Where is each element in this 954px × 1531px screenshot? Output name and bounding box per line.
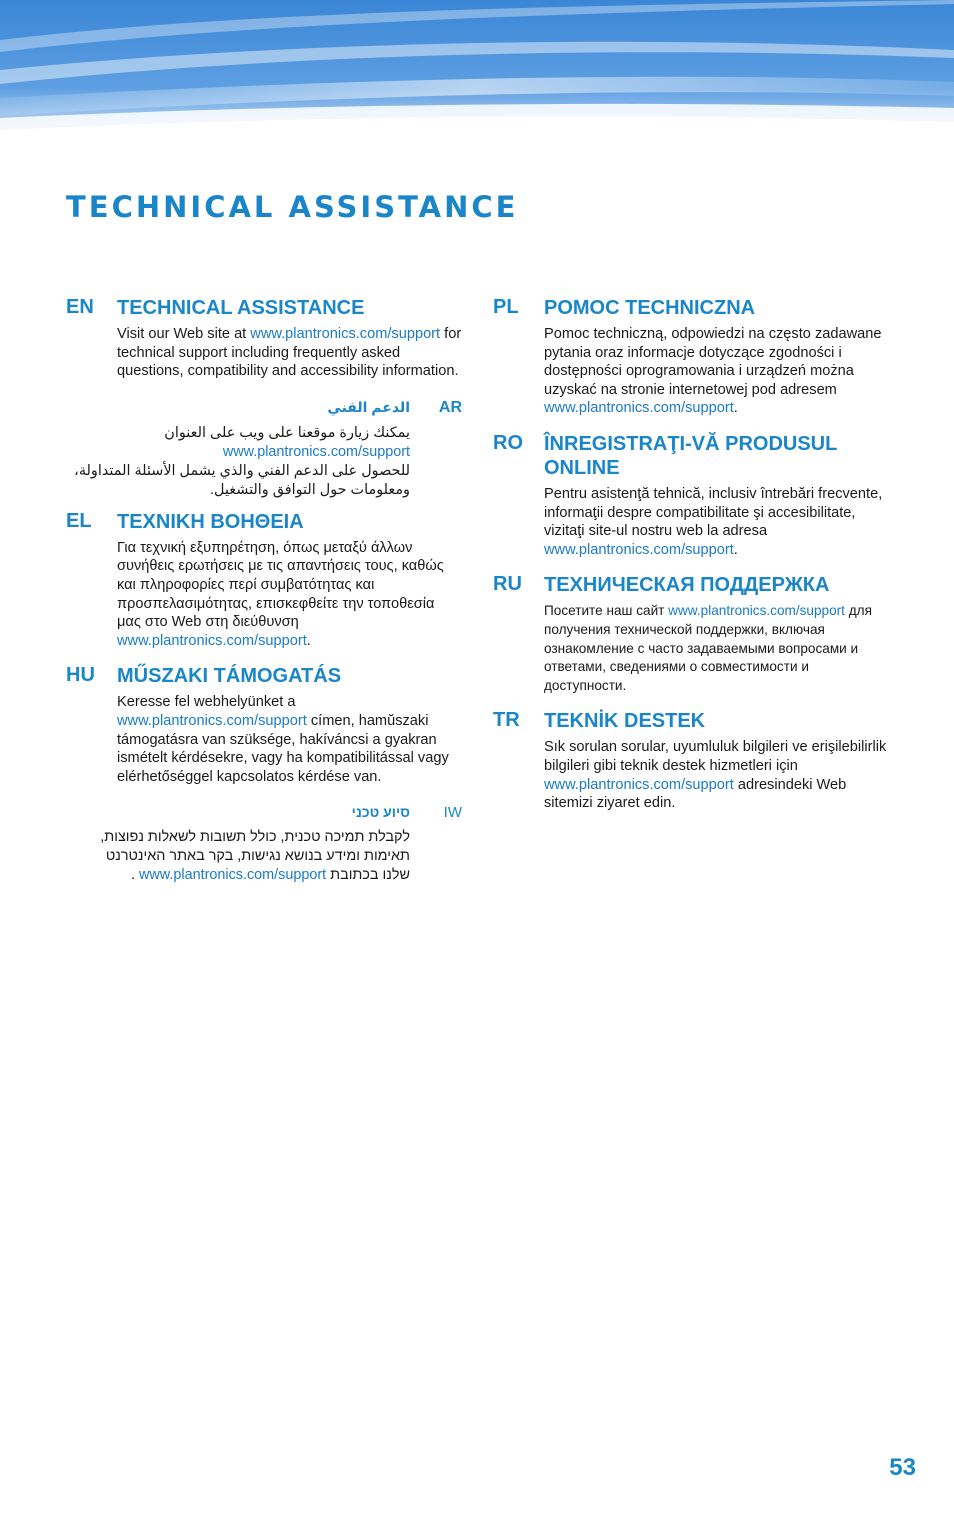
body-text: Visit our Web site at bbox=[117, 326, 251, 342]
support-link[interactable]: www.plantronics.com/support bbox=[117, 632, 307, 649]
section-body bbox=[117, 325, 462, 381]
support-link[interactable]: www.plantronics.com/support bbox=[222, 443, 410, 460]
support-link[interactable]: www.plantronics.com/support bbox=[544, 400, 734, 417]
support-link[interactable]: www.plantronics.com/support bbox=[250, 326, 441, 342]
section-heading: TEKNİK DESTEK bbox=[544, 710, 706, 733]
section-body bbox=[544, 602, 893, 695]
language-code: EN bbox=[66, 296, 94, 318]
section-iw bbox=[66, 804, 462, 885]
body-text: Keresse fel webhelyünket a bbox=[117, 694, 296, 711]
section-el bbox=[66, 510, 462, 651]
body-text: Sık sorulan sorular, uyumluluk bilgileri ve erişilebilirlik bilgileri gibi teknik destek hizmetleri için bbox=[544, 739, 887, 774]
body-text: Посетите наш сайт bbox=[544, 603, 669, 619]
language-code: RU bbox=[493, 573, 522, 596]
section-body bbox=[66, 424, 410, 500]
section-heading: POMOC TECHNICZNA bbox=[544, 297, 756, 319]
section-heading: ТЕХНИЧЕСКАЯ ПОДДЕРЖКА bbox=[544, 574, 830, 597]
section-hu bbox=[66, 664, 462, 786]
body-line: ومعلومات حول التوافق والتشغيل. bbox=[210, 481, 410, 498]
language-code: HU bbox=[66, 664, 95, 687]
right-column bbox=[493, 296, 893, 827]
support-link[interactable]: www.plantronics.com/support bbox=[138, 867, 327, 884]
body-text: Για τεχνική εξυπηρέτηση, όπως μεταξύ άλλων συνήθεις ερωτήσεις με τις απαντήσεις τους, καθώς και πληροφορίες περί συμβατότητας και προσπελασιμότητας, επισκεφθείτε την τοποθεσία μας στο Web στη διεύθυνση bbox=[117, 539, 444, 631]
header-wave-banner bbox=[0, 0, 954, 160]
support-link[interactable]: www.plantronics.com/support bbox=[544, 776, 734, 793]
section-body bbox=[117, 693, 462, 786]
body-text: . bbox=[733, 400, 738, 417]
section-heading: ΤΕΧΝΙΚΗ ΒΟΗΘΕΙΑ bbox=[117, 510, 304, 533]
body-line: يمكنك زيارة موقعنا على ويب على العنوان bbox=[164, 424, 410, 441]
section-heading: الدعم الفني bbox=[327, 398, 410, 415]
language-code: PL bbox=[493, 296, 519, 318]
section-ar bbox=[66, 399, 462, 500]
body-text: adresindeki Web sitemizi ziyaret edin. bbox=[544, 776, 847, 812]
body-text: címen, hamŭszaki támogatásra van szüksége, hakíváncsi a gyakran ismételt kérdésekre, vagy ha kompatibilitással vagy elérhetőséggel kapcsolatos kérdése van. bbox=[117, 712, 449, 785]
body-text: . bbox=[130, 867, 139, 884]
language-code: RO bbox=[493, 431, 523, 454]
body-text: для получения технической поддержки, включая ознакомление с часто задаваемыми вопросами и ответами, сведениями о совместимости и доступности. bbox=[544, 603, 872, 693]
support-link[interactable]: www.plantronics.com/support bbox=[544, 541, 734, 558]
body-line: للحصول على الدعم الفني والذي يشمل الأسئلة المتداولة، bbox=[74, 462, 410, 479]
support-link[interactable]: www.plantronics.com/support bbox=[117, 712, 307, 729]
section-ro bbox=[493, 432, 893, 559]
body-line: לקבלת תמיכה טכנית, כולל תשובות לשאלות נפוצות, bbox=[100, 829, 410, 846]
language-code: AR bbox=[438, 398, 462, 416]
body-text: שלנו בכתובת bbox=[326, 867, 410, 884]
section-pl bbox=[493, 296, 893, 418]
section-en bbox=[66, 296, 462, 381]
body-text: Pentru asistenţă tehnică, inclusiv întrebări frecvente, informaţii despre compatibilitate şi accesibilitate, vizitaţi site-ul nostru web la adresa bbox=[544, 485, 883, 540]
body-text: . bbox=[733, 541, 738, 558]
section-body bbox=[544, 325, 893, 418]
section-body bbox=[544, 485, 893, 559]
section-tr bbox=[493, 709, 893, 812]
body-line: תאימות ומידע בנושא נגישות, בקר באתר האינטרנט bbox=[105, 848, 410, 865]
section-body bbox=[544, 738, 893, 812]
body-text: Pomoc techniczną, odpowiedzi na często zadawane pytania oraz informacje dotyczące zgodności i dostępności oprogramowania i urządzeń można uzyskać na stronie internetowej pod adresem bbox=[544, 326, 882, 398]
section-body bbox=[117, 539, 462, 651]
body-text: . bbox=[306, 632, 311, 649]
section-ru bbox=[493, 573, 893, 695]
language-code: TR bbox=[493, 709, 520, 732]
page-title: TECHNICAL ASSISTANCE bbox=[66, 190, 519, 224]
language-code: IW bbox=[443, 804, 462, 822]
left-column bbox=[66, 296, 462, 895]
section-heading: MŰSZAKI TÁMOGATÁS bbox=[117, 665, 342, 688]
language-code: EL bbox=[66, 509, 92, 532]
section-body bbox=[66, 828, 410, 885]
body-text: for technical support including frequently asked questions, compatibility and accessibility information. bbox=[117, 326, 462, 380]
support-link[interactable]: www.plantronics.com/support bbox=[668, 603, 845, 619]
section-heading: ÎNREGISTRAŢI-VĂ PRODUSUL ONLINE bbox=[544, 432, 837, 479]
section-heading: TECHNICAL ASSISTANCE bbox=[117, 297, 365, 319]
page-number: 53 bbox=[889, 1454, 916, 1481]
section-heading: סיוע טכני bbox=[351, 804, 410, 821]
body-line bbox=[66, 866, 410, 885]
